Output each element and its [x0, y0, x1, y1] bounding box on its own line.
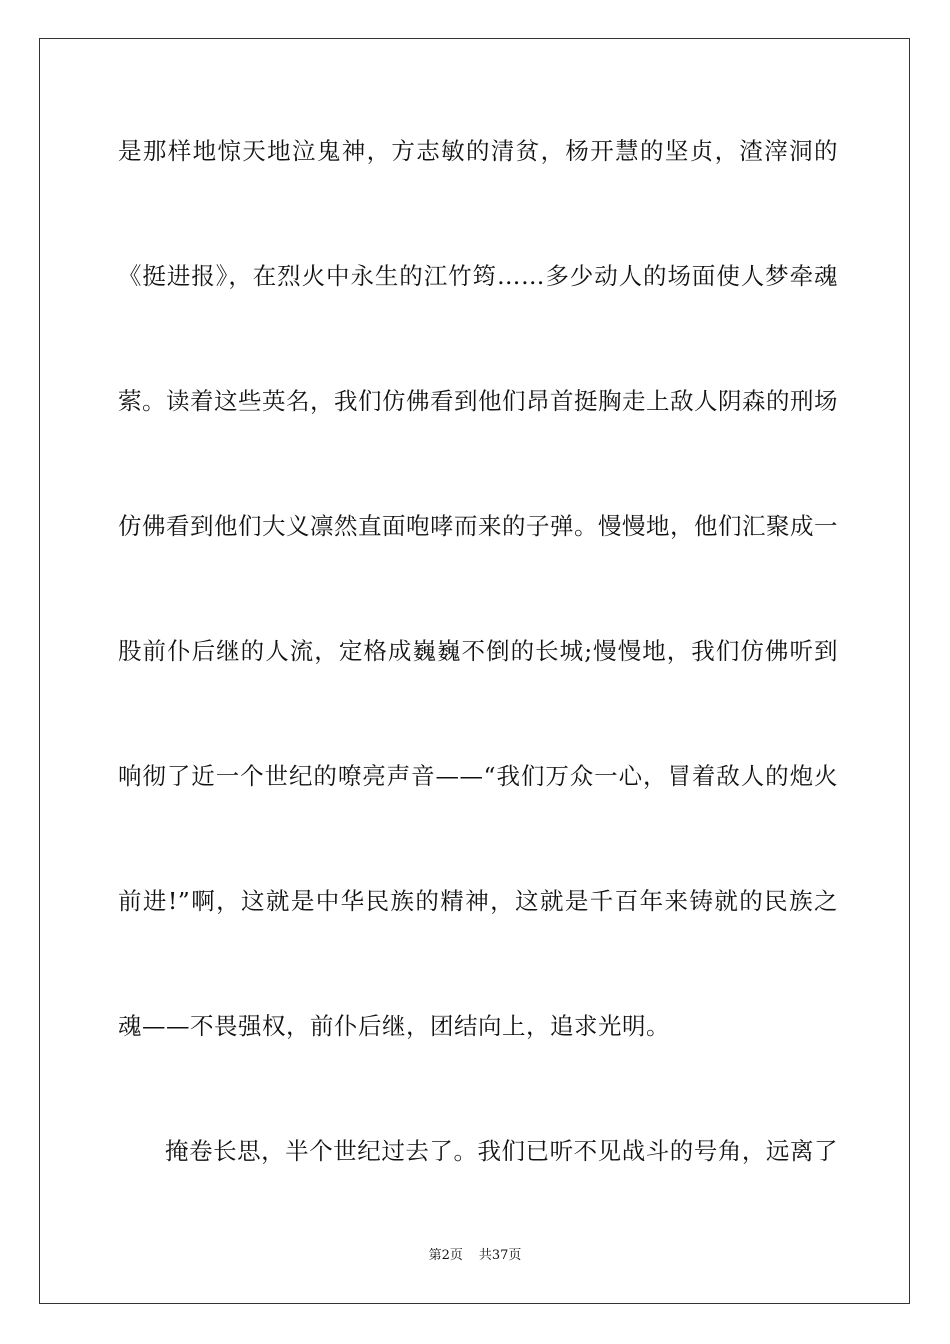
- body-line-6: 响彻了近一个世纪的嘹亮声音——“我们万众一心，冒着敌人的炮火: [118, 762, 838, 790]
- body-line-2: 《挺进报》，在烈火中永生的江竹筠……多少动人的场面使人梦牵魂: [118, 262, 838, 290]
- page-border: [39, 38, 910, 1304]
- page-number: 第2页: [428, 1248, 463, 1263]
- body-line-1: 是那样地惊天地泣鬼神，方志敏的清贫，杨开慧的坚贞，渣滓洞的: [118, 137, 838, 165]
- body-line-7: 前进!”啊，这就是中华民族的精神，这就是千百年来铸就的民族之: [118, 887, 838, 915]
- body-line-3: 萦。读着这些英名，我们仿佛看到他们昂首挺胸走上敌人阴森的刑场: [118, 387, 838, 415]
- body-line-4: 仿佛看到他们大义凛然直面咆哮而来的子弹。慢慢地，他们汇聚成一: [118, 512, 838, 540]
- paragraph-start-line: 掩卷长思，半个世纪过去了。我们已听不见战斗的号角，远离了: [165, 1137, 838, 1165]
- body-line-8: 魂——不畏强权，前仆后继，团结向上，追求光明。: [118, 1012, 670, 1040]
- body-line-5: 股前仆后继的人流，定格成巍巍不倒的长城;慢慢地，我们仿佛听到: [118, 637, 838, 665]
- total-pages: 共37页: [478, 1248, 522, 1263]
- page-footer: [0, 1247, 950, 1265]
